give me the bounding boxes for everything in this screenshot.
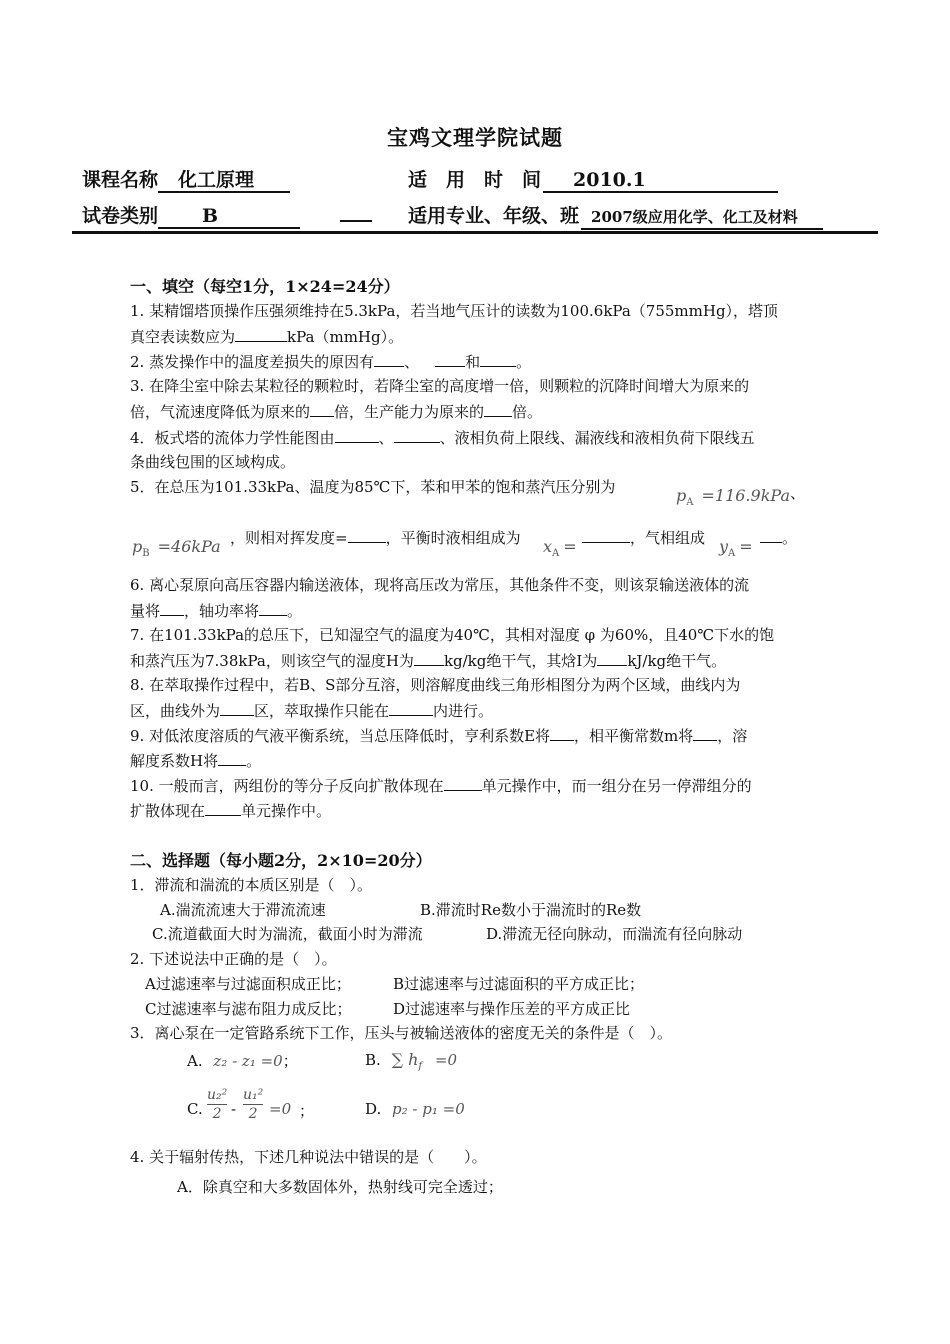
major-value: 2007级应用化学、化工及材料 — [581, 206, 823, 230]
answer-blank — [550, 724, 574, 741]
q5-separator: 、 — [790, 484, 806, 502]
mc-q1-option-d: D.滞流无径向脉动，而湍流有径向脉动 — [486, 925, 743, 943]
mc-q4: 4. 关于辐射传热，下述几种说法中错误的是（ ）。 — [130, 1148, 487, 1166]
answer-blank — [335, 426, 379, 443]
q8-line1: 8. 在萃取操作过程中，若B、S部分互溶，则溶解度曲线三角形相图分为两个区域，曲线内为 — [130, 676, 741, 694]
answer-blank — [444, 774, 482, 791]
answer-blank — [760, 526, 782, 543]
mc-q1: 1．滞流和湍流的本质区别是（ ）。 — [130, 876, 373, 894]
mc-q2: 2. 下述说法中正确的是（ ）。 — [130, 950, 337, 968]
header-divider — [72, 231, 878, 234]
q5-line2: ，则相对挥发度= ，平衡时液相组成为 — [230, 526, 810, 548]
mc-q3-option-c: C. $\frac{\text{u₂²}}{2}$ - $\frac{\text{u₁²}}{2}$ =0 ； — [187, 1087, 315, 1122]
q2-line: 2. 蒸发操作中的温度差损失的原因有 、 和 。 — [130, 350, 810, 372]
time-row — [408, 165, 778, 193]
mc-q1-option-c: C.流道截面大时为湍流，截面小时为滞流 — [152, 925, 423, 943]
q4-line2: 条曲线包围的区域构成。 — [130, 453, 296, 471]
answer-blank — [582, 526, 630, 543]
answer-blank — [435, 350, 465, 367]
answer-blank — [693, 724, 717, 741]
q3-line1: 3. 在降尘室中除去某粒径的颗粒时，若降尘室的高度增一倍，则颗粒的沉降时间增大为原来的 — [130, 377, 750, 395]
section1-title: 一、填空（每空1分，1×24=24分） — [130, 277, 400, 296]
q6-line1: 6. 离心泵原向高压容器内输送液体，现将高压改为常压，其他条件不变，则该泵输送液体的流 — [130, 576, 750, 594]
major-row — [408, 201, 823, 230]
mc-q3-option-b: B. ∑ $h_f =0$ — [365, 1050, 457, 1072]
mc-q4-option-a: A．除真空和大多数固体外，热射线可完全透过； — [177, 1178, 503, 1196]
q1-line2: 真空表读数应为 kPa（mmHg）。 — [130, 325, 810, 347]
answer-blank — [597, 649, 627, 666]
answer-blank — [205, 799, 241, 816]
mc-q2-option-a: A过滤速率与过滤面积成正比； — [145, 975, 351, 993]
course-value: 化工原理 — [158, 169, 290, 193]
q8-line2: 区，曲线外为 区，萃取操作只能在 内进行。 — [130, 699, 810, 721]
time-label: 适 用 时 间 — [408, 169, 542, 191]
course-label: 课程名称 — [82, 169, 159, 191]
paper-value: B — [158, 205, 300, 229]
q9-line2: 解度系数H将 。 — [130, 749, 810, 771]
major-label: 适用专业、年级、班 — [408, 205, 580, 227]
answer-blank — [484, 400, 512, 417]
mc-q2-option-d: D过滤速率与操作压差的平方成正比 — [393, 1000, 631, 1018]
time-value: 2010.1 — [543, 169, 778, 193]
answer-blank — [394, 426, 440, 443]
q3-line2: 倍，气流速度降低为原来的 倍，生产能力为原来的 倍。 — [130, 400, 810, 422]
fraction-u2: $\frac{\text{u₂²}}{2}$ — [207, 1087, 228, 1122]
q9-line1: 9. 对低浓度溶质的气液平衡系统，当总压降低时，亨利系数E将 ，相平衡常数m将 ，溶 — [130, 724, 810, 746]
answer-blank — [374, 350, 404, 367]
mc-q1-option-a: A.湍流流速大于滞流流速 — [160, 901, 326, 919]
q6-line2: 量将 ，轴功率将 。 — [130, 599, 810, 621]
course-row — [82, 165, 290, 193]
answer-blank — [389, 699, 433, 716]
answer-blank — [220, 699, 254, 716]
page-title: 宝鸡文理学院试题 — [387, 125, 563, 150]
q10-line2: 扩散体现在 单元操作中。 — [130, 799, 810, 821]
paper-label: 试卷类别 — [82, 205, 159, 227]
q4-line1: 4．板式塔的流体力学性能图由 、 、液相负荷上限线、漏液线和液相负荷下限线五 — [130, 426, 810, 448]
mc-q2-option-b: B过滤速率与过滤面积的平方成正比； — [393, 975, 645, 993]
pA-formula: $p_A =116.9kPa$ — [676, 486, 790, 509]
fraction-u1: $\frac{\text{u₁²}}{2}$ — [243, 1087, 264, 1122]
mc-q2-option-c: C过滤速率与滤布阻力成反比； — [145, 1000, 352, 1018]
q5-line2c: 。 — [760, 526, 810, 548]
q7-line2: 和蒸汽压为7.38kPa，则该空气的湿度H为 kg/kg绝干气，其焓I为 kJ/kg绝干气。 — [130, 649, 810, 671]
answer-blank — [414, 649, 444, 666]
answer-blank — [160, 599, 184, 616]
mc-q3: 3．离心泵在一定管路系统下工作，压头与被输送液体的密度无关的条件是（ ）。 — [130, 1024, 673, 1042]
yA-formula: $y_A$ = — [719, 537, 753, 560]
answer-blank — [259, 599, 287, 616]
q1-line1: 1. 某精馏塔顶操作压强须维持在5.3kPa，若当地气压计的读数为100.6kPa（755mmHg），塔顶 — [130, 302, 779, 320]
mc-q3-option-a: A. z₂ - z₁ =0； — [187, 1052, 298, 1070]
xA-formula: $x_A$ = — [543, 537, 577, 560]
pB-formula: $p_B =46kPa$ — [132, 537, 221, 560]
section2-title: 二、选择题（每小题2分，2×10=20分） — [130, 851, 432, 870]
q10-line1: 10. 一般而言，两组份的等分子反向扩散体现在 单元操作中，而一组分在另一停滞组分的 — [130, 774, 810, 796]
mc-q3-option-d: D. p₂ - p₁ =0 — [365, 1100, 465, 1118]
q5-line2b: ，气相组成 — [582, 526, 782, 548]
answer-blank — [348, 526, 386, 543]
answer-blank — [480, 350, 516, 367]
q7-line1: 7. 在101.33kPa的总压下，已知湿空气的温度为40℃，其相对湿度 φ 为60%，且40℃下水的饱 — [130, 626, 775, 644]
mc-q1-option-b: B.滞流时Re数小于湍流时的Re数 — [420, 901, 642, 919]
answer-blank — [235, 325, 287, 342]
paper-row — [82, 201, 372, 229]
answer-blank — [310, 400, 334, 417]
q5-line1: 5．在总压为101.33kPa、温度为85℃下，苯和甲苯的饱和蒸汽压分别为 — [130, 478, 616, 496]
blank-underline — [340, 220, 372, 222]
answer-blank — [218, 749, 246, 766]
